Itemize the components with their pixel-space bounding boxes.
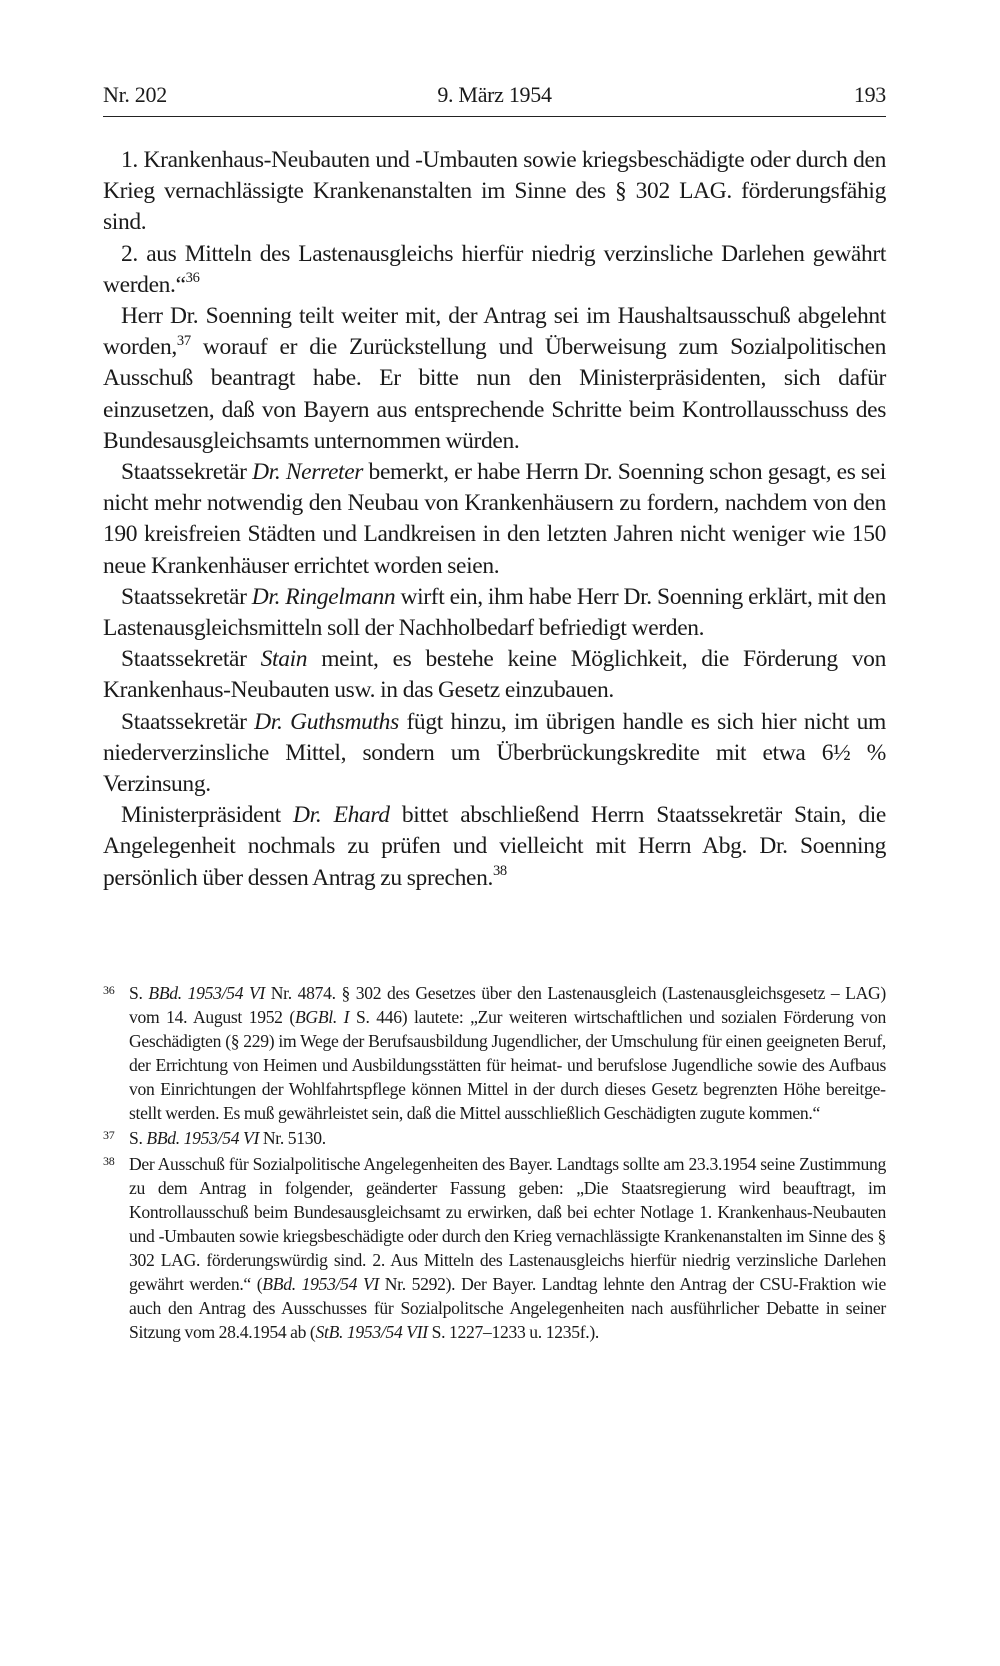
citation-title: BBd. 1953/54 VI <box>262 1273 379 1294</box>
paragraph <box>103 239 886 301</box>
footnote-37 <box>103 1127 886 1151</box>
citation-title: BBd. 1953/54 VI <box>148 983 265 1003</box>
footnote-text: Nr. 5292). Der Bayer. Landtag lehnte den Antrag der CSU-Fraktion wie auch den Antrag des Ausschusses für Sozialpolitsche Angelegenheiten nach ausführlicher Debatte in seiner Sitzung vom 28.4.1954 ab ( <box>129 1273 886 1342</box>
speaker-name: Stain <box>260 646 308 673</box>
footnote-ref[interactable]: 37 <box>176 332 191 349</box>
running-head <box>103 82 886 114</box>
paragraph-text: Staatssekretär <box>121 459 253 486</box>
paragraph <box>103 457 886 582</box>
paragraph-text: bittet abschließend Herrn Staatssekretär Stain, die Angelegenheit nochmals zu prüfen und vielleicht mit Herrn Abg. Dr. Soenning persönlich über dessen Antrag zu sprechen. <box>103 802 886 891</box>
document-date: 9. März 1954 <box>437 82 552 107</box>
paragraph <box>103 145 886 239</box>
paragraph <box>103 582 886 644</box>
footnotes <box>103 982 886 1345</box>
paragraph-text: Staatssekretär <box>121 583 252 610</box>
speaker-name: Dr. Nerreter <box>252 459 364 486</box>
footnote-36 <box>103 982 886 1125</box>
speaker-name: Dr. Ringelmann <box>251 583 396 610</box>
footnote-ref[interactable]: 36 <box>185 270 200 287</box>
footnote-text: S. 1227–1233 u. 1235f.). <box>427 1321 600 1342</box>
paragraph-text: fügt hinzu, im übrigen handle es sich hier nicht um niederverzinsliche Mittel, sondern um Überbrückungskredite mit etwa 6½ % Verzinsung. <box>103 708 886 798</box>
speaker-name: Dr. Ehard <box>293 802 390 829</box>
footnote-text: S. <box>129 983 149 1003</box>
paragraph-text: wirft ein, ihm habe Herr Dr. Soenning erklärt, mit den Lastenausgleichsmitteln soll der Nachholbedarf befriedigt werden. <box>103 583 886 642</box>
footnote-text: S. 446) lautete: „Zur weiteren wirtschaftlichen und sozialen Förderung von Geschädigten (§ 229) im Wege der Berufsausbildung Jugendlicher, der Umschulung für einen geeigneten Beruf, der Errichtung von Heimen und Ausbildungsstätten für heimat- und berufslose Jugendliche sowie des Aufbaus von Einrichtungen der Wohlfahrtspflege können Mittel in der durch dieses Gesetz begrenzten Höhe bereitgestellt werden. Es muß gewährleistet sein, daß die Mittel ausschließlich Geschädigten zugute kommen.“ <box>129 1006 887 1123</box>
footnote-number: 37 <box>103 1128 115 1143</box>
paragraph <box>103 644 886 706</box>
document-number: Nr. 202 <box>103 82 167 107</box>
paragraph <box>103 800 886 894</box>
paragraph-text: meint, es bestehe keine Möglichkeit, die Förderung von Krankenhaus-Neubauten usw. in das Gesetz einzubauen. <box>103 646 886 704</box>
footnote-number: 36 <box>103 983 115 997</box>
paragraph-text: 2. aus Mitteln des Lastenausgleichs hierfür niedrig verzinsliche Darlehen gewährt werden.“ <box>103 240 886 298</box>
citation-title: BGBl. I <box>294 1006 350 1027</box>
main-text <box>103 145 886 894</box>
footnote-text: S. <box>129 1128 147 1149</box>
footnote-ref[interactable]: 38 <box>493 863 507 880</box>
speaker-name: Dr. Guthsmuths <box>254 708 399 735</box>
paragraph-text: Staatssekretär <box>121 646 261 673</box>
paragraph-text: Herr Dr. Soenning teilt weiter mit, der Antrag sei im Haushaltsausschuß abgelehnt worden, <box>103 303 886 361</box>
footnote-text: Nr. 4874. § 302 des Gesetzes über den Lastenausgleich (Lastenausgleichsgesetz – LAG) vom 14. August 1952 ( <box>129 983 886 1027</box>
paragraph-text: 1. Krankenhaus-Neubauten und -Umbauten sowie kriegsbeschädigte oder durch den Krieg vernachlässigte Krankenanstalten im Sinne des § 302 LAG. förderungsfähig sind. <box>103 147 886 236</box>
paragraph-text: Ministerpräsident <box>121 802 294 829</box>
paragraph-text: bemerkt, er habe Herrn Dr. Soenning schon gesagt, es sei nicht mehr notwendig den Neubau von Krankenhäusern zu fordern, nachdem von den 190 kreisfreien Städten und Landkreisen in den letzten Jahren nicht weniger wie 150 neue Krankenhäuser errichtet worden seien. <box>103 459 886 579</box>
paragraph <box>103 301 886 457</box>
footnote-text: Nr. 5130. <box>259 1128 326 1149</box>
paragraph <box>103 707 886 801</box>
header-rule <box>103 116 886 117</box>
footnote-text: Der Ausschuß für Sozialpolitische Angelegenheiten des Bayer. Landtags sollte am 23.3.1954 seine Zustimmung zu dem Antrag in folgender, geänderter Fassung geben: „Die Staatsregierung wird beauftragt, im Kontrollausschuß beim Bundesausgleichsamt zu erwirken, daß bei echter Notlage 1. Krankenhaus-Neubauten und -Umbauten sowie kriegsbeschädigte oder durch den Krieg vernachlässigte Krankenanstalten im Sinne des § 302 LAG. förderungswürdig sind. 2. Aus Mitteln des Lastenausgleichs hierfür niedrig verzinsliche Darlehen gewährt werden.“ ( <box>129 1154 886 1294</box>
footnote-38 <box>103 1153 886 1344</box>
page-number: 193 <box>853 82 886 107</box>
footnote-number: 38 <box>103 1154 115 1169</box>
citation-title: BBd. 1953/54 VI <box>146 1128 260 1149</box>
paragraph-text: Staatssekretär <box>121 708 255 735</box>
citation-title: StB. 1953/54 VII <box>315 1321 428 1342</box>
paragraph-text: worauf er die Zurückstellung und Überweisung zum Sozialpolitischen Ausschuß beantragt habe. Er bitte nun den Ministerpräsidenten, sich dafür einzusetzen, daß von Bayern aus entsprechende Schritte beim Kontrollausschuss des Bundesausgleichsamts unternommen würden. <box>103 334 886 454</box>
